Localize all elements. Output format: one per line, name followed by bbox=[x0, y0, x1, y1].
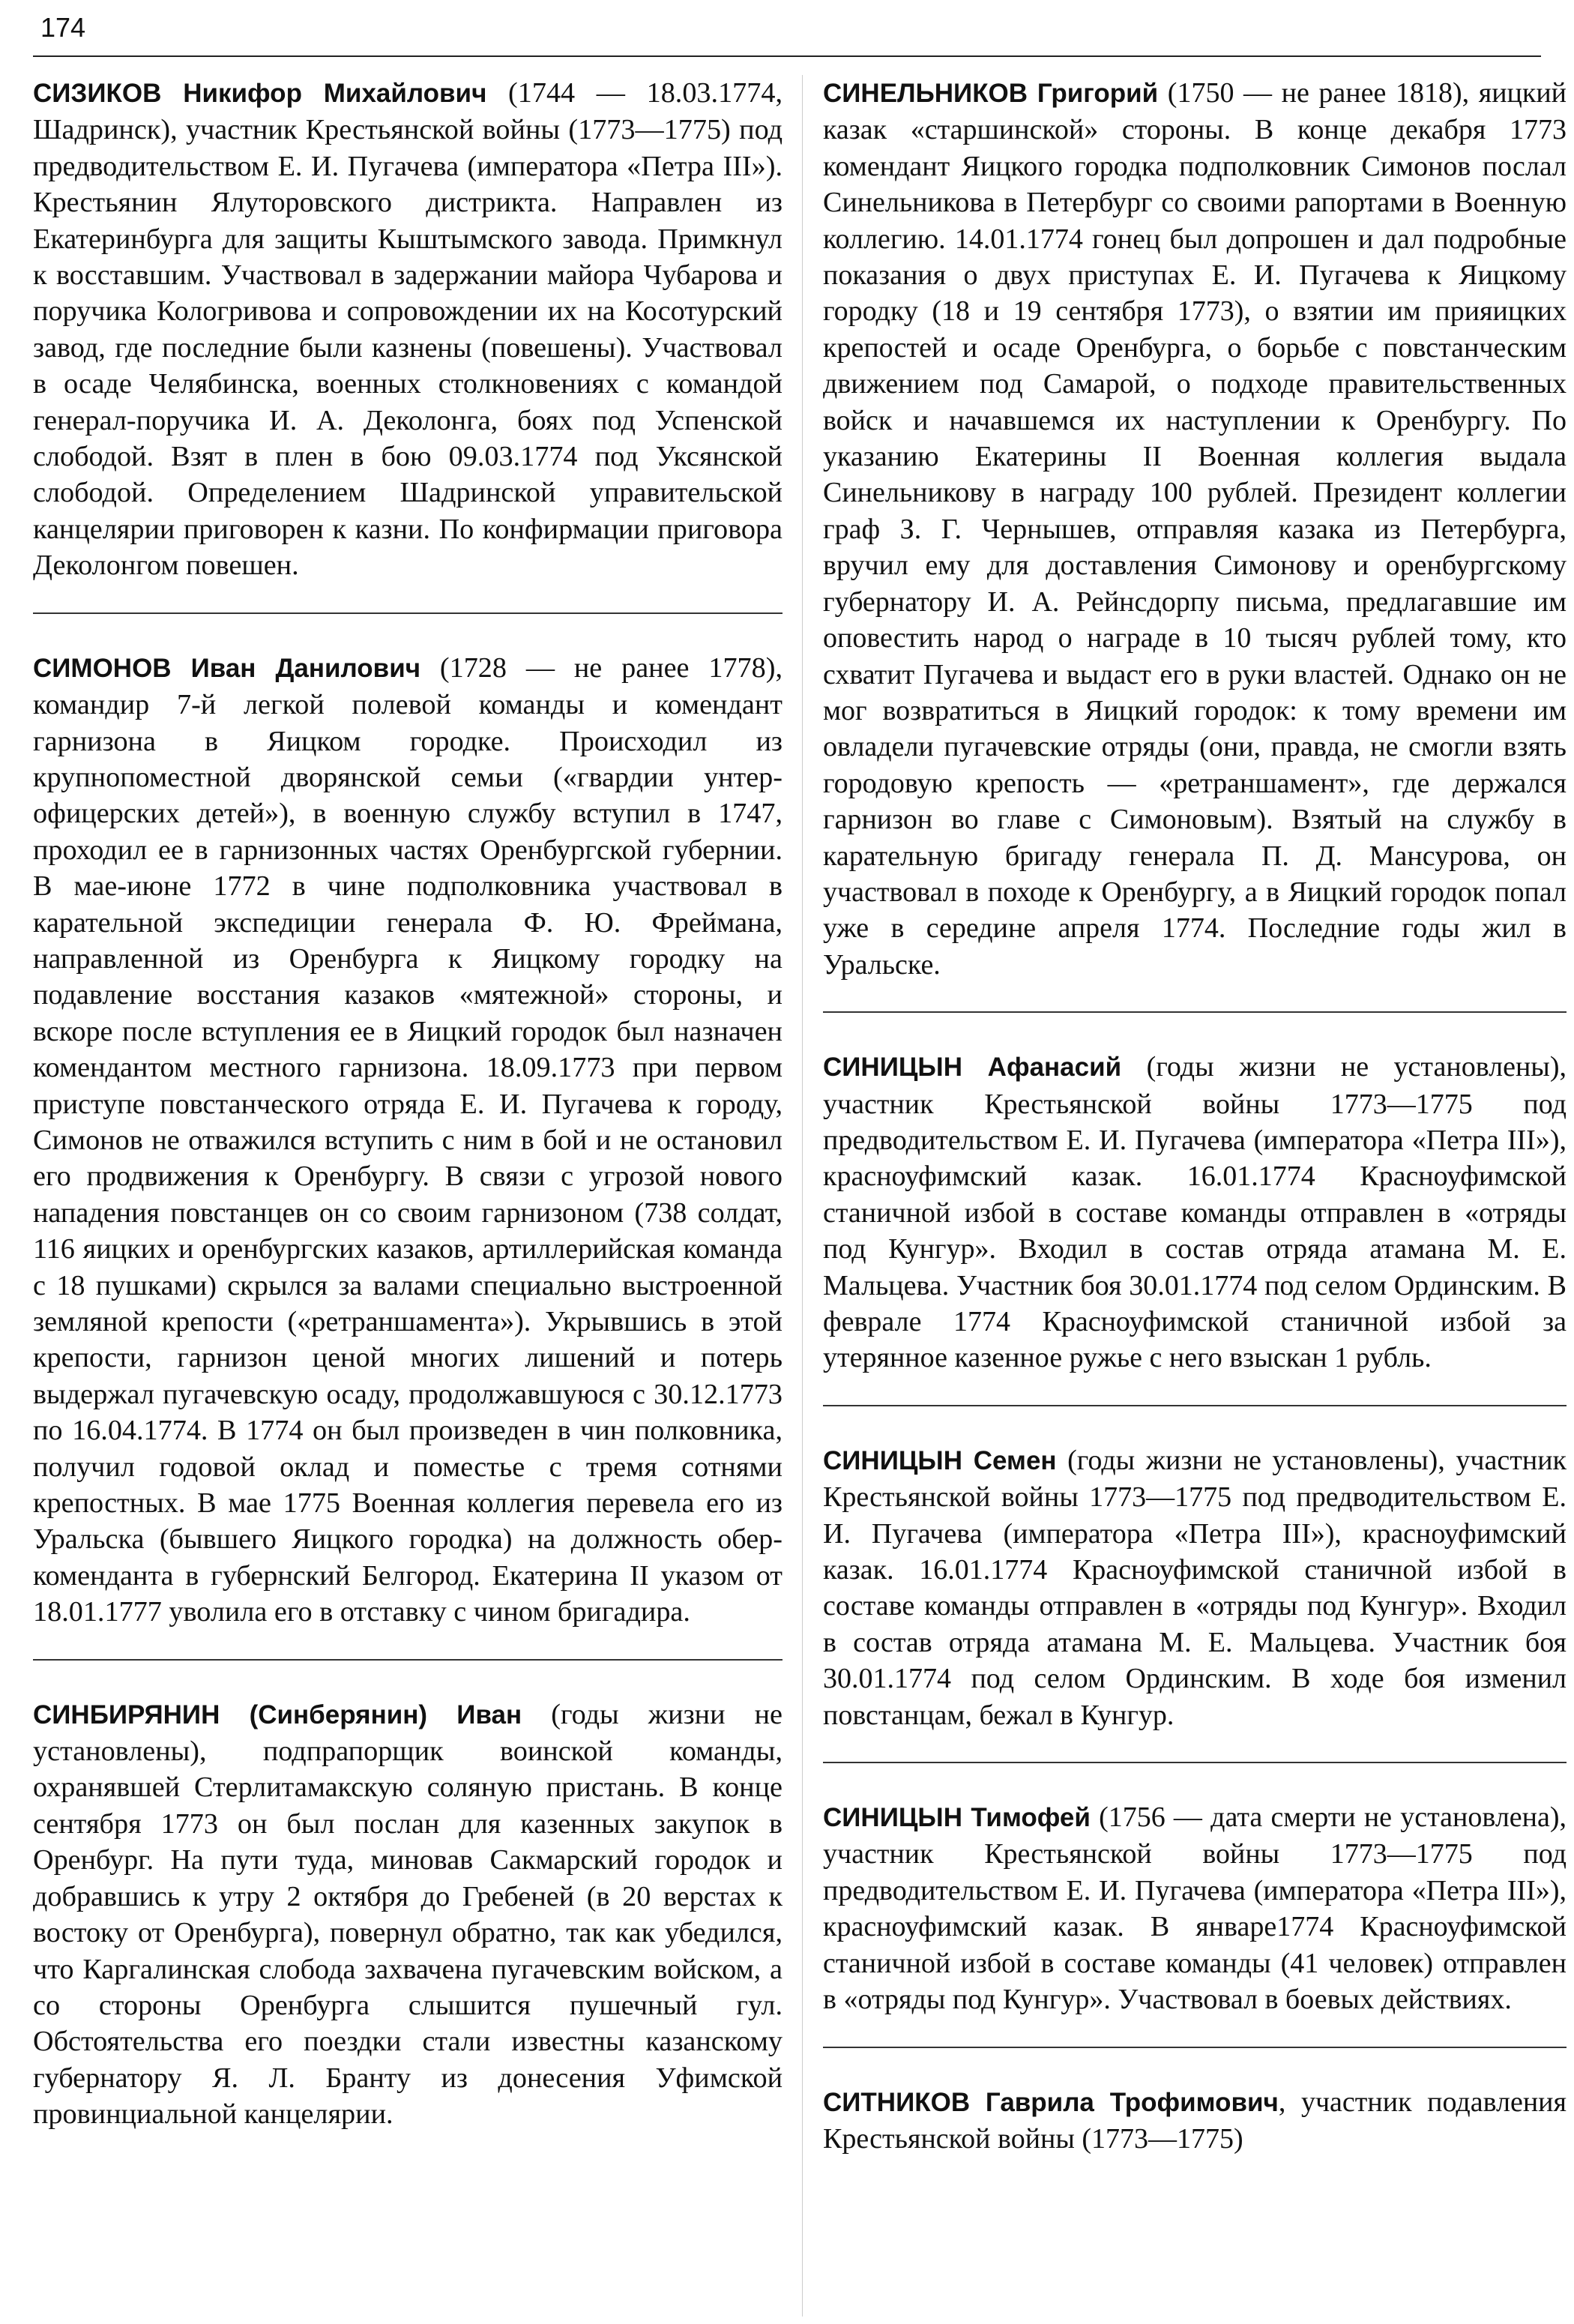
page-number: 174 bbox=[40, 12, 86, 43]
entry-headword: СИНИЦЫН Тимофей bbox=[823, 1803, 1091, 1833]
entry-text: , участник подавления Крестьянской войны (1773—1775) bbox=[823, 2086, 1567, 2155]
header-rule bbox=[33, 55, 1541, 57]
entry-divider bbox=[823, 1405, 1567, 1406]
entry-sizikov bbox=[33, 75, 783, 584]
entry-sinitsyn-semen bbox=[823, 1442, 1567, 1733]
entry-headword: СИТНИКОВ Гаврила Трофимович bbox=[823, 2087, 1279, 2117]
column-divider bbox=[802, 75, 803, 2317]
entry-headword: СИНИЦЫН Афанасий bbox=[823, 1053, 1122, 1083]
entry-text: (1750 — не ранее 1818), яицкий казак «старшинской» стороны. В конце декабря 1773 комендант Яицкого городка подполковник Симонов послал Синельникова в Петербург со своими рапортами в Военную коллегию. 14.01.1774 гонец был допрошен и дал подробные показания о двух приступах Е. И. Пугачева к Яицкому городку (18 и 19 сентября 1773), о взятии им прияицких крепостей и осаде Оренбурга, о борьбе с повстанческим движением под Самарой, о подходе правительственных войск и начавшемся их наступлении к Оренбургу. По указанию Екатерины II Военная коллегия выдала Синельникову в награду 100 рублей. Президент коллегии граф З. Г. Чернышев, отправляя казака из Петербурга, вручил ему для доставления Симонову и оренбургскому губернатору И. А. Рейнсдорпу письма, предлагавшие им оповестить народ о награде в 10 тысяч рублей тому, кто схватит Пугачева и выдаст его в руки властей. Однако он не мог возвратиться в Яицкий городок: к тому времени им овладели пугачевские отряды (они, правда, не смогли взять городовую крепость — «ретраншамент», где держался гарнизон во главе с Симоновым). Взятый на службу в карательную бригаду генерала П. Д. Мансурова, он участвовал в походе к Оренбургу, а в Яицкий городок попал уже в середине апреля 1774. Последние годы жил в Уральске. bbox=[823, 77, 1567, 981]
entry-divider bbox=[823, 1762, 1567, 1763]
entry-sitnikov bbox=[823, 2084, 1567, 2158]
entry-text: (1756 — дата смерти не установлена), участник Крестьянской войны 1773—1775 под предводительством Е. И. Пугачева (императора «Петра III»), красноуфимский казак. В январе1774 Красноуфимской станичной избой в составе команды (41 человек) отправлен в «отряды под Кунгур». Участвовал в боевых действиях. bbox=[823, 1801, 1567, 2016]
entry-text: (1728 — не ранее 1778), командир 7-й легкой полевой команды и комендант гарнизона в Яицком городке. Происходил из крупнопоместной дворянской семьи («гвардии унтер-офицерских детей»), в военную службу вступил в 1747, проходил ее в гарнизонных частях Оренбургской губернии. В мае-июне 1772 в чине подполковника участвовал в карательной экспедиции генерала Ф. Ю. Фреймана, направленной из Оренбурга к Яицкому городку на подавление восстания казаков «мятежной» стороны, и вскоре после вступления ее в Яицкий городок был назначен комендантом местного гарнизона. 18.09.1773 при первом приступе повстанческого отряда Е. И. Пугачева к городу, Симонов не отважился вступить с ним в бой и не остановил его продвижения к Оренбургу. В связи с угрозой нового нападения повстанцев он со своим гарнизоном (738 солдат, 116 яицких и оренбургских казаков, артиллерийская команда с 18 пушками) скрылся за валами специально выстроенной земляной крепости («ретраншамента»). Укрывшись в этой крепости, гарнизон ценой многих лишений и потерь выдержал пугачевскую осаду, продолжавшуюся с 30.12.1773 по 16.04.1774. В 1774 он был произведен в чин полковника, получил годовой оклад и поместье с тремя сотнями крепостных. В мае 1775 Военная коллегия перевела его из Уральска (бывшего Яицкого городка) на должность обер-коменданта в губернский Белгород. Екатерина II указом от 18.01.1777 уволила его в отставку с чином бригадира. bbox=[33, 651, 783, 1628]
right-column bbox=[823, 75, 1567, 2317]
entry-headword: СИНБИРЯНИН (Синберянин) Иван bbox=[33, 1700, 522, 1730]
entry-headword: СИНИЦЫН Семен bbox=[823, 1445, 1057, 1475]
left-column bbox=[33, 75, 783, 2317]
entry-text: (годы жизни не установлены), подпрапорщик воинской команды, охранявшей Стерлитамакскую соляную пристань. В конце сентября 1773 он был послан для казенных закупок в Оренбург. На пути туда, миновав Сакмарский городок и добравшись к утру 2 октября до Гребеней (в 20 верстах к востоку от Оренбурга), повернул обратно, так как убедился, что Каргалинская слобода захвачена пугачевским войском, а со стороны Оренбурга слышится пушечный гул. Обстоятельства его поездки стали известны казанскому губернатору Я. Л. Бранту из донесения Уфимской провинциальной канцелярии. bbox=[33, 1698, 783, 2131]
entry-sinelnikov bbox=[823, 75, 1567, 983]
entry-headword: СИНЕЛЬНИКОВ Григорий bbox=[823, 79, 1159, 108]
entry-headword: СИЗИКОВ Никифор Михайлович bbox=[33, 79, 487, 108]
entry-divider bbox=[33, 612, 783, 614]
entry-divider bbox=[823, 2047, 1567, 2048]
entry-sinbiryanin bbox=[33, 1697, 783, 2133]
entry-divider bbox=[33, 1659, 783, 1661]
entry-text: (годы жизни не установлены), участник Крестьянской войны 1773—1775 под предводительством Е. И. Пугачева (императора «Петра III»), красноуфимский казак. 16.01.1774 Красноуфимской станичной избой в составе команды отправлен в «отряды под Кунгур». Входил в состав отряда атамана М. Е. Мальцева. Участник боя 30.01.1774 под селом Ординским. В феврале 1774 Красноуфимской станичной избой за утерянное казенное ружье с него взыскан 1 рубль. bbox=[823, 1051, 1567, 1374]
entry-headword: СИМОНОВ Иван Данилович bbox=[33, 653, 421, 683]
entry-divider bbox=[823, 1011, 1567, 1013]
entry-simonov bbox=[33, 650, 783, 1631]
entry-sinitsyn-timofey bbox=[823, 1799, 1567, 2017]
entry-sinitsyn-afanasy bbox=[823, 1049, 1567, 1376]
entry-text: (годы жизни не установлены), участник Крестьянской войны 1773—1775 под предводительством Е. И. Пугачева (императора «Петра III»), красноуфимский казак. 16.01.1774 Красноуфимской станичной избой в составе команды отправлен в «отряды под Кунгур». Входил в состав отряда атамана М. Е. Мальцева. Участник боя 30.01.1774 под селом Ординским. В ходе боя изменил повстанцам, бежал в Кунгур. bbox=[823, 1444, 1567, 1731]
entry-text: (1744 — 18.03.1774, Шадринск), участник Крестьянской войны (1773—1775) под предводительством Е. И. Пугачева (императора «Петра III»). Крестьянин Ялуторовского дистрикта. Направлен из Екатеринбурга для защиты Кыштымского завода. Примкнул к восставшим. Участвовал в задержании майора Чубарова и поручика Кологривова и сопровождении их на Косотурский завод, где последние были казнены (повешены). Участвовал в осаде Челябинска, военных столкновениях с командой генерал-поручика И. А. Деколонга, боях под Успенской слободой. Взят в плен в бою 09.03.1774 под Уксянской слободой. Определением Шадринской управительской канцелярии приговорен к казни. По конфирмации приговора Деколонгом повешен. bbox=[33, 77, 783, 582]
